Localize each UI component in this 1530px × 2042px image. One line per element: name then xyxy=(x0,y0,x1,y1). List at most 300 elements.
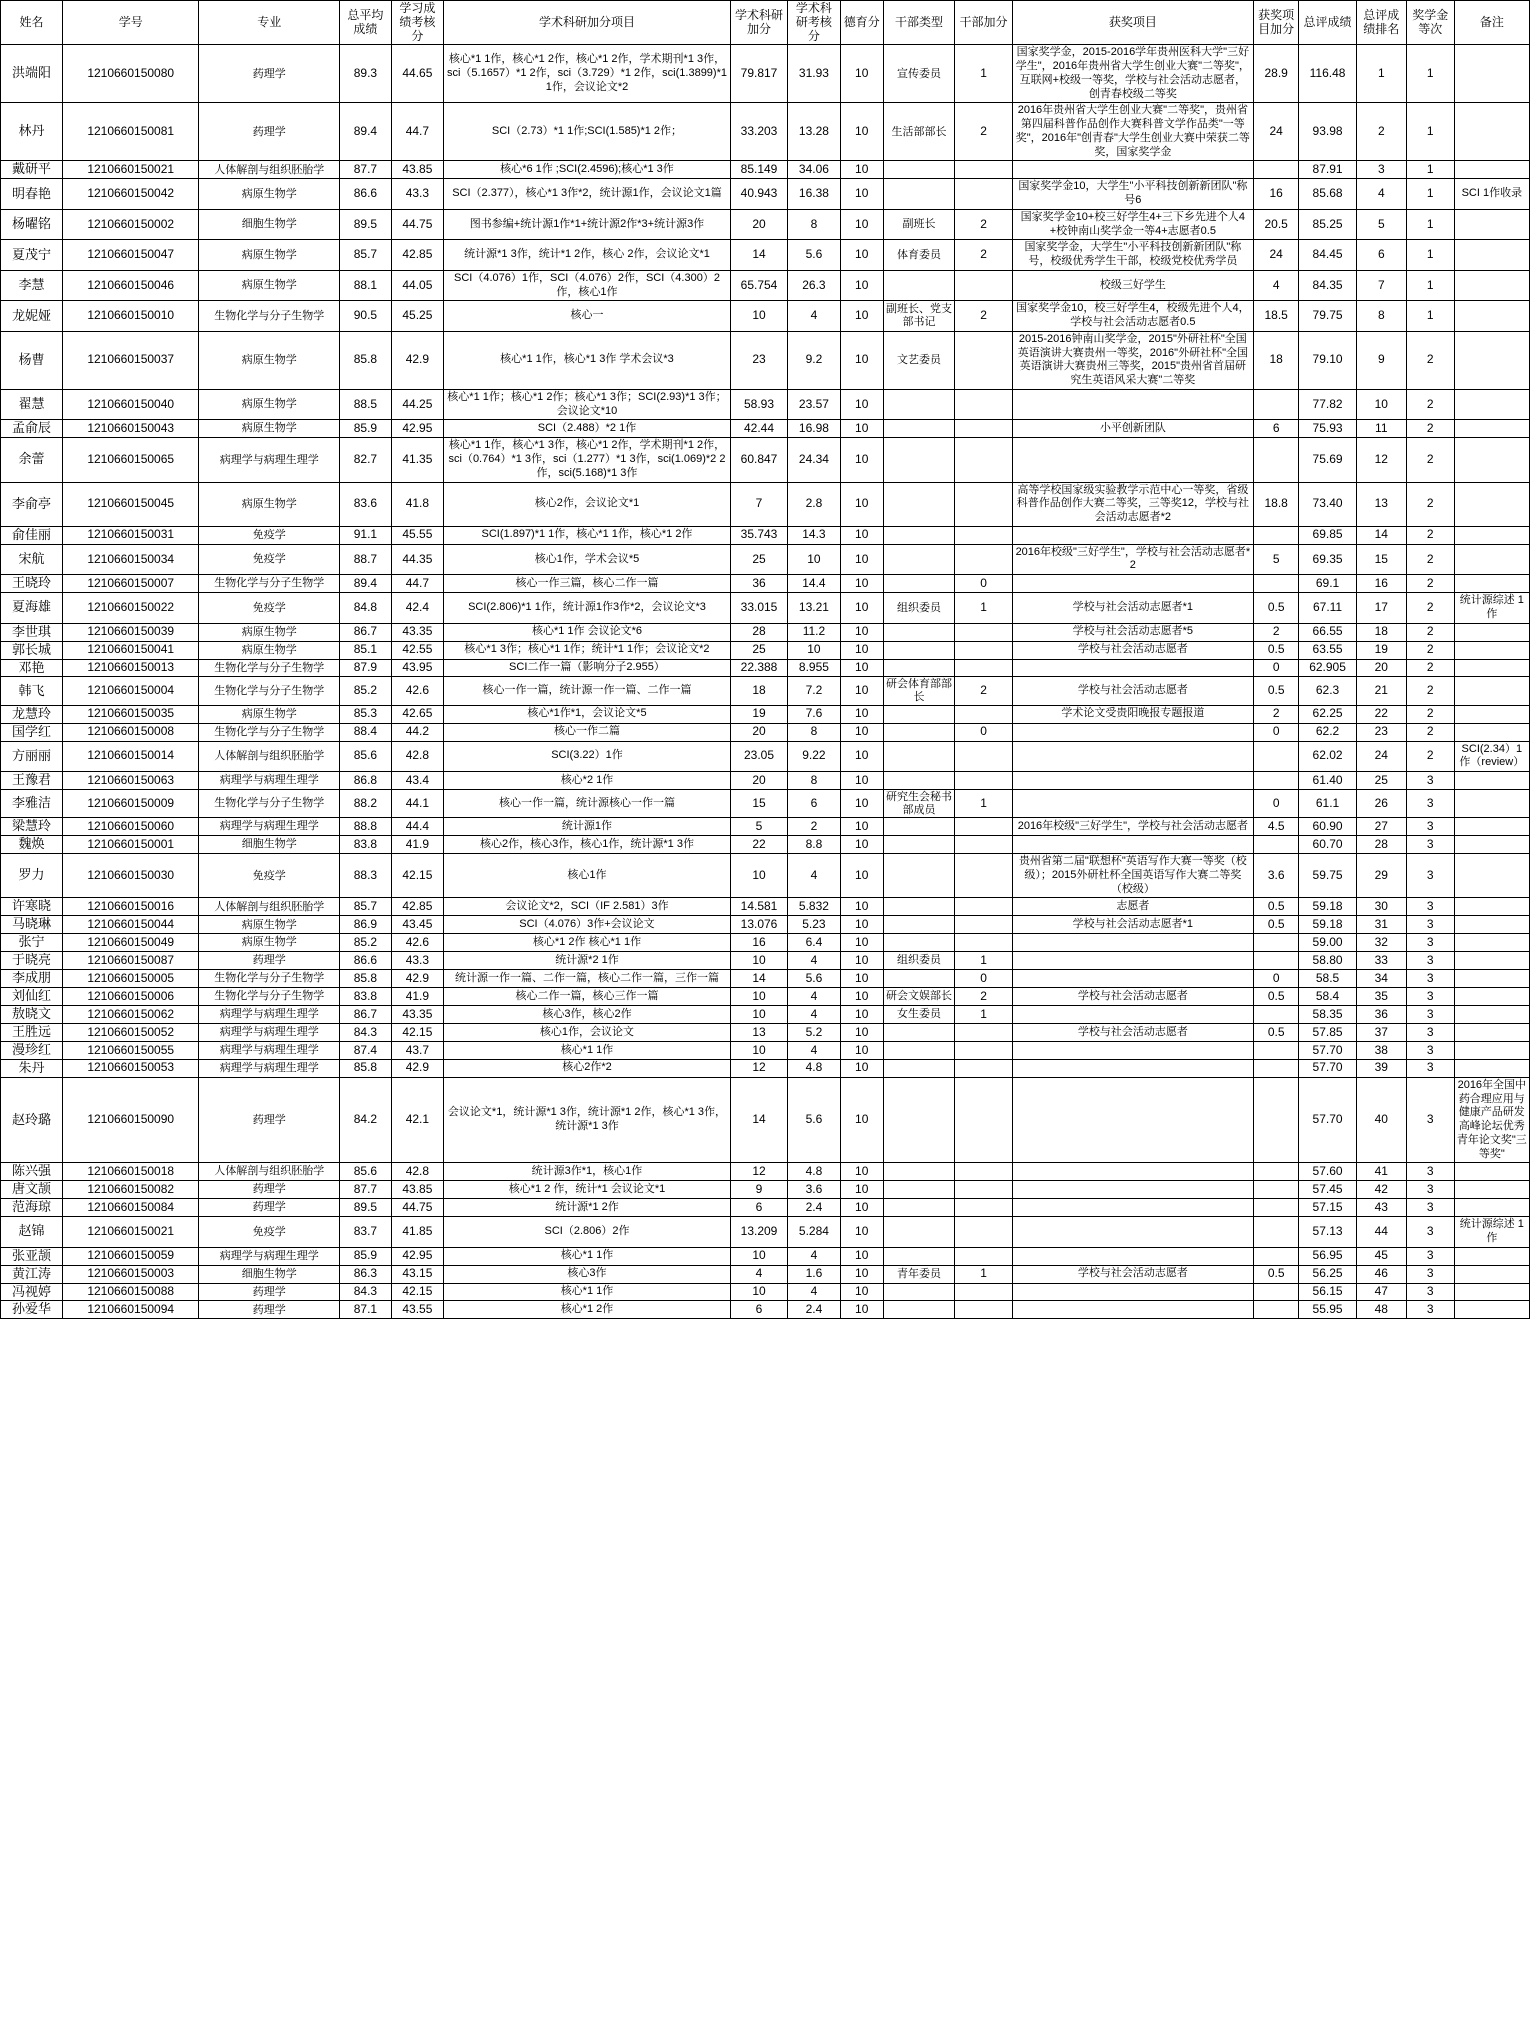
cell-average-score: 88.7 xyxy=(340,544,391,575)
cell-awards xyxy=(1012,934,1253,952)
cell-research-score: 4 xyxy=(788,1041,841,1059)
cell-scholarship-level: 1 xyxy=(1406,179,1454,210)
cell-student-id: 1210660150022 xyxy=(63,593,199,624)
cell-total-rank: 11 xyxy=(1356,420,1406,438)
cell-total-rank: 9 xyxy=(1356,331,1406,389)
cell-moral-score: 10 xyxy=(840,623,883,641)
cell-remark xyxy=(1454,1041,1529,1059)
cell-average-score: 87.1 xyxy=(340,1301,391,1319)
cell-total-score: 58.5 xyxy=(1299,970,1356,988)
cell-award-add xyxy=(1253,1247,1298,1265)
table-row xyxy=(1,988,1530,1006)
cell-research-add: 25 xyxy=(730,544,787,575)
cell-name: 敖晓文 xyxy=(1,1006,63,1024)
cell-remark: 统计源综述 1作 xyxy=(1454,593,1529,624)
cell-moral-score: 10 xyxy=(840,270,883,301)
cell-total-score: 116.48 xyxy=(1299,45,1356,103)
cell-research-score: 4 xyxy=(788,1283,841,1301)
cell-student-id: 1210660150003 xyxy=(63,1265,199,1283)
cell-student-id: 1210660150042 xyxy=(63,179,199,210)
cell-total-rank: 40 xyxy=(1356,1077,1406,1163)
header-student-id: 学号 xyxy=(63,1,199,45)
cell-study-score: 42.85 xyxy=(391,240,444,271)
cell-research-score: 23.57 xyxy=(788,389,841,420)
cell-awards xyxy=(1012,1283,1253,1301)
cell-total-score: 56.15 xyxy=(1299,1283,1356,1301)
cell-moral-score: 10 xyxy=(840,1247,883,1265)
header-row xyxy=(1,1,1530,45)
cell-award-add: 0.5 xyxy=(1253,677,1298,705)
cell-total-rank: 15 xyxy=(1356,544,1406,575)
cell-average-score: 85.7 xyxy=(340,240,391,271)
cell-study-score: 43.15 xyxy=(391,1265,444,1283)
cell-cadre-add xyxy=(955,1181,1012,1199)
cell-name: 魏焕 xyxy=(1,836,63,854)
cell-average-score: 85.2 xyxy=(340,677,391,705)
cell-award-add xyxy=(1253,1041,1298,1059)
cell-cadre-add: 2 xyxy=(955,988,1012,1006)
cell-awards: 国家奖学金10，大学生"小平科技创新新团队"称号6 xyxy=(1012,179,1253,210)
cell-remark xyxy=(1454,270,1529,301)
cell-study-score: 44.4 xyxy=(391,818,444,836)
cell-average-score: 86.9 xyxy=(340,916,391,934)
cell-study-score: 44.25 xyxy=(391,389,444,420)
cell-scholarship-level: 2 xyxy=(1406,623,1454,641)
cell-major: 病理学与病理生理学 xyxy=(199,772,340,790)
cell-name: 洪端阳 xyxy=(1,45,63,103)
cell-total-score: 56.25 xyxy=(1299,1265,1356,1283)
table-row xyxy=(1,705,1530,723)
cell-moral-score: 10 xyxy=(840,772,883,790)
table-row xyxy=(1,916,1530,934)
cell-study-score: 42.4 xyxy=(391,593,444,624)
cell-study-score: 45.55 xyxy=(391,526,444,544)
cell-research-add: 12 xyxy=(730,1163,787,1181)
cell-remark xyxy=(1454,240,1529,271)
cell-study-score: 42.15 xyxy=(391,1024,444,1042)
cell-name: 王晓玲 xyxy=(1,575,63,593)
cell-name: 王胜远 xyxy=(1,1024,63,1042)
cell-cadre-add: 2 xyxy=(955,103,1012,161)
cell-cadre-add xyxy=(955,544,1012,575)
cell-award-add: 0 xyxy=(1253,790,1298,818)
cell-name: 王豫君 xyxy=(1,772,63,790)
cell-remark: SCI 1作收录 xyxy=(1454,179,1529,210)
cell-total-rank: 21 xyxy=(1356,677,1406,705)
cell-awards xyxy=(1012,1163,1253,1181)
cell-research-score: 14.4 xyxy=(788,575,841,593)
cell-total-score: 87.91 xyxy=(1299,161,1356,179)
cell-cadre-add: 0 xyxy=(955,575,1012,593)
cell-total-rank: 47 xyxy=(1356,1283,1406,1301)
cell-total-rank: 45 xyxy=(1356,1247,1406,1265)
cell-award-add: 0.5 xyxy=(1253,898,1298,916)
cell-awards: 2016年校级"三好学生"，学校与社会活动志愿者*2 xyxy=(1012,544,1253,575)
cell-study-score: 43.35 xyxy=(391,1006,444,1024)
cell-awards xyxy=(1012,1059,1253,1077)
cell-remark xyxy=(1454,1199,1529,1217)
cell-awards: 志愿者 xyxy=(1012,898,1253,916)
cell-scholarship-level: 3 xyxy=(1406,970,1454,988)
cell-cadre-type: 生活部部长 xyxy=(883,103,955,161)
cell-awards: 学校与社会活动志愿者 xyxy=(1012,677,1253,705)
cell-cadre-type xyxy=(883,970,955,988)
cell-award-add xyxy=(1253,161,1298,179)
cell-award-add xyxy=(1253,772,1298,790)
table-row xyxy=(1,1077,1530,1163)
cell-awards xyxy=(1012,1199,1253,1217)
cell-research-add: 60.847 xyxy=(730,438,787,482)
cell-moral-score: 10 xyxy=(840,179,883,210)
cell-cadre-type: 副班长 xyxy=(883,209,955,240)
header-cadre-add: 干部加分 xyxy=(955,1,1012,45)
cell-moral-score: 10 xyxy=(840,438,883,482)
cell-cadre-add: 1 xyxy=(955,1265,1012,1283)
cell-research-add: 33.015 xyxy=(730,593,787,624)
cell-award-add xyxy=(1253,1006,1298,1024)
cell-name: 陈兴强 xyxy=(1,1163,63,1181)
cell-scholarship-level: 1 xyxy=(1406,209,1454,240)
cell-scholarship-level: 3 xyxy=(1406,854,1454,898)
table-row xyxy=(1,741,1530,772)
cell-major: 病原生物学 xyxy=(199,934,340,952)
cell-scholarship-level: 3 xyxy=(1406,836,1454,854)
cell-research-add: 19 xyxy=(730,705,787,723)
cell-name: 宋航 xyxy=(1,544,63,575)
cell-total-rank: 38 xyxy=(1356,1041,1406,1059)
cell-award-add: 5 xyxy=(1253,544,1298,575)
cell-major: 病原生物学 xyxy=(199,270,340,301)
cell-cadre-type xyxy=(883,1283,955,1301)
cell-total-score: 69.1 xyxy=(1299,575,1356,593)
cell-research-add: 22.388 xyxy=(730,659,787,677)
cell-scholarship-level: 3 xyxy=(1406,790,1454,818)
cell-research-projects: 统计源3作*1，核心1作 xyxy=(444,1163,731,1181)
cell-award-add xyxy=(1253,1301,1298,1319)
cell-scholarship-level: 1 xyxy=(1406,103,1454,161)
cell-awards xyxy=(1012,526,1253,544)
table-row xyxy=(1,623,1530,641)
cell-student-id: 1210660150094 xyxy=(63,1301,199,1319)
cell-remark xyxy=(1454,1265,1529,1283)
cell-award-add xyxy=(1253,934,1298,952)
cell-study-score: 44.7 xyxy=(391,575,444,593)
cell-cadre-add xyxy=(955,916,1012,934)
cell-research-add: 13.076 xyxy=(730,916,787,934)
table-row xyxy=(1,1283,1530,1301)
cell-remark xyxy=(1454,575,1529,593)
cell-award-add xyxy=(1253,1077,1298,1163)
cell-total-score: 84.35 xyxy=(1299,270,1356,301)
cell-average-score: 83.8 xyxy=(340,988,391,1006)
cell-average-score: 89.4 xyxy=(340,103,391,161)
cell-research-add: 13 xyxy=(730,1024,787,1042)
cell-average-score: 87.7 xyxy=(340,1181,391,1199)
cell-major: 免疫学 xyxy=(199,544,340,575)
cell-research-score: 4 xyxy=(788,301,841,332)
cell-remark xyxy=(1454,1181,1529,1199)
cell-awards xyxy=(1012,389,1253,420)
cell-awards: 学校与社会活动志愿者 xyxy=(1012,641,1253,659)
cell-research-add: 22 xyxy=(730,836,787,854)
cell-study-score: 44.2 xyxy=(391,723,444,741)
cell-scholarship-level: 3 xyxy=(1406,934,1454,952)
cell-cadre-add xyxy=(955,420,1012,438)
cell-research-score: 4 xyxy=(788,854,841,898)
cell-moral-score: 10 xyxy=(840,1301,883,1319)
cell-cadre-type xyxy=(883,270,955,301)
cell-cadre-add xyxy=(955,741,1012,772)
cell-study-score: 43.95 xyxy=(391,659,444,677)
cell-research-projects: 核心*1 2作 核心*1 1作 xyxy=(444,934,731,952)
cell-moral-score: 10 xyxy=(840,544,883,575)
cell-name: 戴研平 xyxy=(1,161,63,179)
cell-research-projects: 核心*1 1作，核心*1 3作，核心*1 2作，学术期刊*1 2作，sci（0.764）*1 3作，sci（1.277）*1 3作，sci(1.069)*2 2作，sci(5.168)*1 3作 xyxy=(444,438,731,482)
cell-remark xyxy=(1454,898,1529,916)
cell-cadre-add xyxy=(955,1024,1012,1042)
cell-research-score: 8.955 xyxy=(788,659,841,677)
cell-student-id: 1210660150039 xyxy=(63,623,199,641)
cell-cadre-add xyxy=(955,641,1012,659)
cell-cadre-type: 宣传委员 xyxy=(883,45,955,103)
cell-awards xyxy=(1012,575,1253,593)
cell-major: 病理学与病理生理学 xyxy=(199,1024,340,1042)
cell-research-add: 7 xyxy=(730,482,787,526)
cell-study-score: 43.35 xyxy=(391,623,444,641)
cell-research-add: 42.44 xyxy=(730,420,787,438)
cell-remark xyxy=(1454,641,1529,659)
cell-total-score: 62.905 xyxy=(1299,659,1356,677)
cell-name: 罗力 xyxy=(1,854,63,898)
cell-research-projects: 核心*1 1作 xyxy=(444,1247,731,1265)
table-row xyxy=(1,544,1530,575)
cell-study-score: 44.35 xyxy=(391,544,444,575)
cell-moral-score: 10 xyxy=(840,705,883,723)
cell-scholarship-level: 3 xyxy=(1406,1265,1454,1283)
cell-average-score: 86.3 xyxy=(340,1265,391,1283)
cell-total-rank: 6 xyxy=(1356,240,1406,271)
cell-research-add: 85.149 xyxy=(730,161,787,179)
table-row xyxy=(1,1217,1530,1248)
cell-total-score: 57.60 xyxy=(1299,1163,1356,1181)
table-row xyxy=(1,420,1530,438)
cell-research-score: 2.4 xyxy=(788,1301,841,1319)
cell-research-score: 14.3 xyxy=(788,526,841,544)
cell-awards: 学校与社会活动志愿者*5 xyxy=(1012,623,1253,641)
cell-total-rank: 23 xyxy=(1356,723,1406,741)
cell-student-id: 1210660150065 xyxy=(63,438,199,482)
header-awards: 获奖项目 xyxy=(1012,1,1253,45)
cell-awards xyxy=(1012,1301,1253,1319)
cell-awards xyxy=(1012,772,1253,790)
cell-major: 病原生物学 xyxy=(199,240,340,271)
cell-scholarship-level: 3 xyxy=(1406,1181,1454,1199)
cell-moral-score: 10 xyxy=(840,988,883,1006)
cell-research-score: 5.23 xyxy=(788,916,841,934)
cell-remark xyxy=(1454,916,1529,934)
cell-name: 龙慧玲 xyxy=(1,705,63,723)
cell-award-add: 0.5 xyxy=(1253,593,1298,624)
cell-cadre-add xyxy=(955,772,1012,790)
cell-cadre-type xyxy=(883,641,955,659)
cell-average-score: 85.6 xyxy=(340,1163,391,1181)
cell-average-score: 90.5 xyxy=(340,301,391,332)
cell-awards: 学校与社会活动志愿者 xyxy=(1012,1265,1253,1283)
cell-cadre-add: 1 xyxy=(955,1006,1012,1024)
cell-awards: 学术论文受贵阳晚报专题报道 xyxy=(1012,705,1253,723)
cell-study-score: 41.9 xyxy=(391,836,444,854)
cell-moral-score: 10 xyxy=(840,593,883,624)
cell-research-score: 8.8 xyxy=(788,836,841,854)
cell-cadre-type xyxy=(883,420,955,438)
table-row xyxy=(1,526,1530,544)
cell-research-score: 1.6 xyxy=(788,1265,841,1283)
cell-research-add: 23 xyxy=(730,331,787,389)
cell-research-projects: SCI(2.806)*1 1作，统计源1作3作*2，会议论文*3 xyxy=(444,593,731,624)
cell-cadre-add: 1 xyxy=(955,952,1012,970)
cell-moral-score: 10 xyxy=(840,575,883,593)
cell-student-id: 1210660150047 xyxy=(63,240,199,271)
cell-cadre-add xyxy=(955,1247,1012,1265)
cell-total-rank: 13 xyxy=(1356,482,1406,526)
cell-scholarship-level: 2 xyxy=(1406,641,1454,659)
cell-average-score: 86.8 xyxy=(340,772,391,790)
cell-scholarship-level: 1 xyxy=(1406,301,1454,332)
cell-cadre-add xyxy=(955,898,1012,916)
cell-remark xyxy=(1454,1024,1529,1042)
cell-student-id: 1210660150006 xyxy=(63,988,199,1006)
cell-remark xyxy=(1454,1006,1529,1024)
cell-total-rank: 5 xyxy=(1356,209,1406,240)
cell-name: 龙妮娅 xyxy=(1,301,63,332)
cell-moral-score: 10 xyxy=(840,970,883,988)
cell-cadre-type xyxy=(883,772,955,790)
cell-awards: 学校与社会活动志愿者 xyxy=(1012,1024,1253,1042)
cell-award-add: 16 xyxy=(1253,179,1298,210)
cell-student-id: 1210660150030 xyxy=(63,854,199,898)
cell-awards xyxy=(1012,970,1253,988)
cell-cadre-add: 1 xyxy=(955,790,1012,818)
cell-awards xyxy=(1012,1217,1253,1248)
cell-research-projects: 核心*6 1作 ;SCI(2.4596);核心*1 3作 xyxy=(444,161,731,179)
cell-total-score: 85.25 xyxy=(1299,209,1356,240)
cell-research-add: 58.93 xyxy=(730,389,787,420)
cell-study-score: 42.9 xyxy=(391,331,444,389)
cell-research-projects: SCI（4.076）3作+会议论文 xyxy=(444,916,731,934)
cell-scholarship-level: 2 xyxy=(1406,593,1454,624)
cell-scholarship-level: 3 xyxy=(1406,1006,1454,1024)
cell-research-add: 6 xyxy=(730,1199,787,1217)
cell-cadre-type: 组织委员 xyxy=(883,952,955,970)
cell-student-id: 1210660150021 xyxy=(63,1217,199,1248)
cell-total-rank: 16 xyxy=(1356,575,1406,593)
cell-moral-score: 10 xyxy=(840,741,883,772)
cell-awards: 学校与社会活动志愿者 xyxy=(1012,988,1253,1006)
cell-moral-score: 10 xyxy=(840,916,883,934)
cell-research-projects: 核心*1 1作，核心*1 2作，核心*1 2作，学术期刊*1 3作，sci（5.1657）*1 2作，sci（3.729）*1 2作，sci(1.3899)*1 1作，会议论文*2 xyxy=(444,45,731,103)
cell-awards: 2016年校级"三好学生"，学校与社会活动志愿者 xyxy=(1012,818,1253,836)
cell-award-add xyxy=(1253,1283,1298,1301)
cell-remark xyxy=(1454,623,1529,641)
cell-research-add: 18 xyxy=(730,677,787,705)
cell-awards: 学校与社会活动志愿者*1 xyxy=(1012,916,1253,934)
cell-study-score: 41.9 xyxy=(391,988,444,1006)
cell-moral-score: 10 xyxy=(840,1181,883,1199)
cell-awards xyxy=(1012,741,1253,772)
cell-remark xyxy=(1454,790,1529,818)
cell-cadre-add xyxy=(955,854,1012,898)
cell-total-score: 55.95 xyxy=(1299,1301,1356,1319)
cell-student-id: 1210660150018 xyxy=(63,1163,199,1181)
cell-remark xyxy=(1454,659,1529,677)
cell-scholarship-level: 3 xyxy=(1406,1247,1454,1265)
cell-moral-score: 10 xyxy=(840,641,883,659)
cell-scholarship-level: 3 xyxy=(1406,988,1454,1006)
cell-cadre-type: 研会体育部部长 xyxy=(883,677,955,705)
cell-remark xyxy=(1454,544,1529,575)
cell-total-score: 59.18 xyxy=(1299,898,1356,916)
cell-cadre-add: 2 xyxy=(955,677,1012,705)
cell-cadre-type xyxy=(883,1301,955,1319)
cell-scholarship-level: 3 xyxy=(1406,818,1454,836)
cell-awards xyxy=(1012,836,1253,854)
table-row xyxy=(1,240,1530,271)
cell-remark xyxy=(1454,389,1529,420)
cell-research-projects: 图书参编+统计源1作*1+统计源2作*3+统计源3作 xyxy=(444,209,731,240)
cell-cadre-type: 青年委员 xyxy=(883,1265,955,1283)
cell-remark: 统计源综述 1作 xyxy=(1454,1217,1529,1248)
cell-student-id: 1210660150044 xyxy=(63,916,199,934)
cell-major: 人体解剖与组织胚胎学 xyxy=(199,741,340,772)
table-row xyxy=(1,389,1530,420)
cell-study-score: 42.95 xyxy=(391,420,444,438)
cell-remark: SCI(2.34）1作（review） xyxy=(1454,741,1529,772)
cell-study-score: 42.85 xyxy=(391,898,444,916)
cell-average-score: 89.3 xyxy=(340,45,391,103)
cell-total-rank: 31 xyxy=(1356,916,1406,934)
cell-cadre-type xyxy=(883,934,955,952)
cell-research-projects: 核心一作一篇，统计源一作一篇、二作一篇 xyxy=(444,677,731,705)
cell-awards xyxy=(1012,723,1253,741)
cell-study-score: 44.05 xyxy=(391,270,444,301)
cell-name: 冯视婷 xyxy=(1,1283,63,1301)
cell-moral-score: 10 xyxy=(840,818,883,836)
cell-study-score: 42.6 xyxy=(391,934,444,952)
cell-research-add: 10 xyxy=(730,301,787,332)
cell-research-add: 20 xyxy=(730,772,787,790)
cell-major: 细胞生物学 xyxy=(199,1265,340,1283)
cell-student-id: 1210660150013 xyxy=(63,659,199,677)
cell-award-add: 18.5 xyxy=(1253,301,1298,332)
cell-student-id: 1210660150041 xyxy=(63,641,199,659)
cell-scholarship-level: 3 xyxy=(1406,1024,1454,1042)
cell-student-id: 1210660150014 xyxy=(63,741,199,772)
cell-awards xyxy=(1012,1006,1253,1024)
cell-major: 生物化学与分子生物学 xyxy=(199,659,340,677)
cell-study-score: 44.65 xyxy=(391,45,444,103)
table-row xyxy=(1,1059,1530,1077)
cell-average-score: 85.8 xyxy=(340,1059,391,1077)
cell-awards: 2015-2016钟南山奖学金，2015"外研社杯"全国英语演讲大赛贵州一等奖，2016"外研社杯"全国英语演讲大赛贵州三等奖，2015"贵州省首届研究生英语风采大赛"二等奖 xyxy=(1012,331,1253,389)
cell-award-add: 2 xyxy=(1253,705,1298,723)
cell-cadre-type xyxy=(883,1163,955,1181)
table-row xyxy=(1,1301,1530,1319)
cell-cadre-type xyxy=(883,659,955,677)
cell-research-projects: 核心3作，核心2作 xyxy=(444,1006,731,1024)
cell-cadre-add xyxy=(955,659,1012,677)
cell-major: 病原生物学 xyxy=(199,623,340,641)
cell-scholarship-level: 2 xyxy=(1406,575,1454,593)
